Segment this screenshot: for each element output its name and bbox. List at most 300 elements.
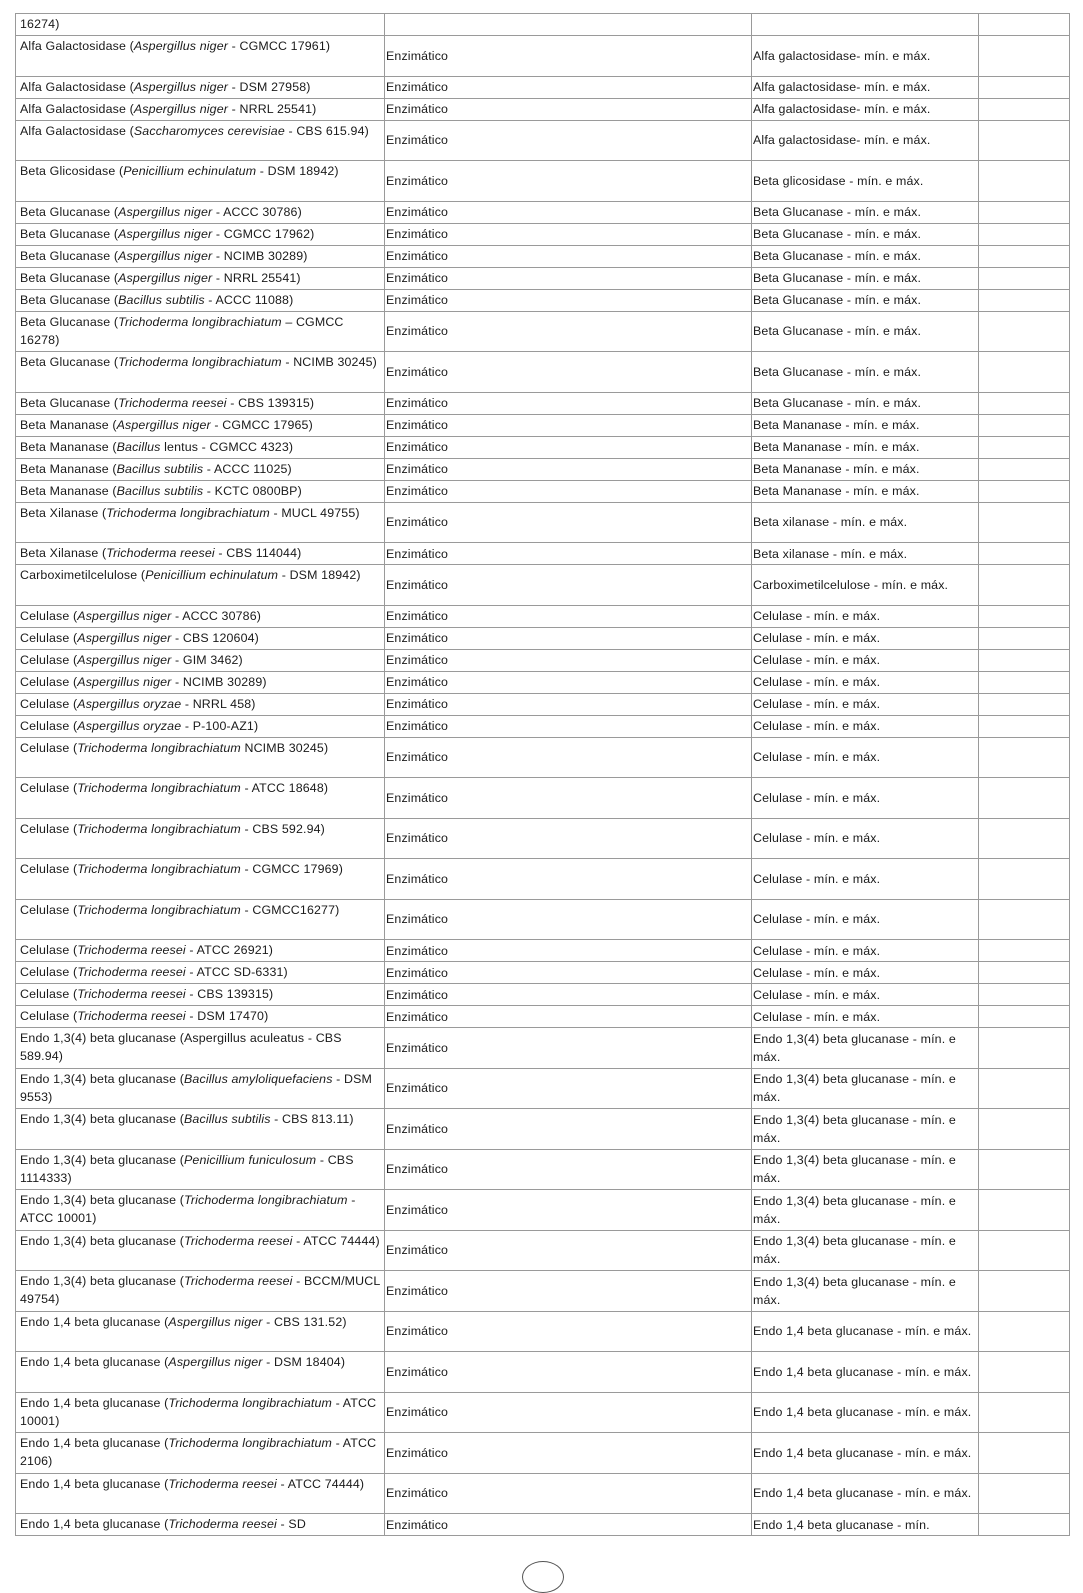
empty-cell bbox=[979, 1433, 1070, 1474]
guarantee-cell: Celulase - mín. e máx. bbox=[752, 859, 979, 900]
organism-text: Beta Glucanase ( bbox=[20, 204, 119, 219]
species-name: Aspergillus niger bbox=[77, 674, 172, 689]
guarantee-cell: Alfa galactosidase- mín. e máx. bbox=[752, 36, 979, 77]
table-row bbox=[16, 543, 1070, 565]
guarantee-cell: Beta Mananase - mín. e máx. bbox=[752, 458, 979, 480]
guarantee-cell: Endo 1,4 beta glucanase - mín. bbox=[752, 1514, 979, 1536]
table-row bbox=[16, 671, 1070, 693]
method-cell: Enzimático bbox=[385, 649, 752, 671]
empty-cell bbox=[979, 818, 1070, 859]
table-row bbox=[16, 1311, 1070, 1352]
empty-cell bbox=[979, 36, 1070, 77]
empty-cell bbox=[979, 120, 1070, 161]
organism-text: Beta Mananase ( bbox=[20, 417, 117, 432]
guarantee-cell: Celulase - mín. e máx. bbox=[752, 715, 979, 737]
species-name: Bacillus amyloliquefaciens bbox=[184, 1071, 333, 1086]
species-name: Trichoderma longibrachiatum bbox=[118, 355, 282, 369]
method-cell: Enzimático bbox=[385, 1190, 752, 1231]
table-row bbox=[16, 1514, 1070, 1536]
species-name: Aspergillus niger bbox=[133, 79, 229, 94]
organism-cell bbox=[16, 414, 385, 436]
empty-cell bbox=[979, 565, 1070, 606]
table-row bbox=[16, 899, 1070, 940]
species-name: Penicillium funiculosum bbox=[184, 1152, 317, 1167]
species-name: Trichoderma reesei bbox=[168, 1517, 277, 1531]
method-cell: Enzimático bbox=[385, 565, 752, 606]
method-cell: Enzimático bbox=[385, 693, 752, 715]
organism-text: - DSM 18404) bbox=[262, 1355, 346, 1369]
organism-text: - NRRL 458) bbox=[181, 696, 256, 711]
empty-cell bbox=[979, 1352, 1070, 1393]
method-cell: Enzimático bbox=[385, 289, 752, 311]
organism-text: - ATCC 74444) bbox=[276, 1476, 365, 1491]
empty-cell bbox=[979, 502, 1070, 543]
method-cell: Enzimático bbox=[385, 120, 752, 161]
guarantee-cell: Endo 1,3(4) beta glucanase - mín. e máx. bbox=[752, 1230, 979, 1271]
organism-text: Endo 1,3(4) beta glucanase (Aspergillus aculeatus - CBS 589.94) bbox=[20, 1031, 342, 1063]
empty-cell bbox=[979, 392, 1070, 414]
species-name: Trichoderma reesei bbox=[77, 987, 186, 1001]
guarantee-cell: Celulase - mín. e máx. bbox=[752, 649, 979, 671]
method-cell: Enzimático bbox=[385, 267, 752, 289]
species-name: Trichoderma reesei bbox=[118, 395, 227, 410]
empty-cell bbox=[979, 245, 1070, 267]
empty-cell bbox=[979, 984, 1070, 1006]
empty-cell bbox=[979, 1514, 1070, 1536]
method-cell: Enzimático bbox=[385, 76, 752, 98]
organism-cell bbox=[16, 1068, 385, 1109]
empty-cell bbox=[979, 605, 1070, 627]
species-name: Aspergillus niger bbox=[77, 652, 172, 667]
guarantee-cell: Beta Glucanase - mín. e máx. bbox=[752, 289, 979, 311]
species-name: Penicillium echinulatum bbox=[145, 568, 279, 582]
guarantee-cell: Endo 1,4 beta glucanase - mín. e máx. bbox=[752, 1311, 979, 1352]
method-cell: Enzimático bbox=[385, 1006, 752, 1028]
table-row bbox=[16, 940, 1070, 962]
organism-cell bbox=[16, 201, 385, 223]
organism-text: - ACCC 11025) bbox=[203, 461, 292, 476]
organism-text: Alfa Galactosidase ( bbox=[20, 101, 134, 116]
guarantee-cell: Endo 1,3(4) beta glucanase - mín. e máx. bbox=[752, 1190, 979, 1231]
organism-cell bbox=[16, 480, 385, 502]
organism-cell bbox=[16, 984, 385, 1006]
organism-text: - ATCC 18648) bbox=[240, 781, 329, 795]
organism-cell bbox=[16, 436, 385, 458]
method-cell: Enzimático bbox=[385, 737, 752, 778]
empty-cell bbox=[979, 161, 1070, 202]
method-cell: Enzimático bbox=[385, 1514, 752, 1536]
organism-text: Beta Glucanase ( bbox=[20, 395, 119, 410]
organism-cell bbox=[16, 1473, 385, 1514]
table-row bbox=[16, 1473, 1070, 1514]
species-name: Aspergillus niger bbox=[118, 248, 213, 263]
empty-cell bbox=[979, 201, 1070, 223]
table-row bbox=[16, 311, 1070, 352]
species-name: Trichoderma reesei bbox=[168, 1476, 277, 1491]
organism-text: Celulase ( bbox=[20, 696, 78, 711]
method-cell: Enzimático bbox=[385, 161, 752, 202]
table-row bbox=[16, 289, 1070, 311]
organism-text: Celulase ( bbox=[20, 740, 78, 755]
guarantee-cell: Celulase - mín. e máx. bbox=[752, 984, 979, 1006]
table-row bbox=[16, 1190, 1070, 1231]
guarantee-cell: Beta xilanase - mín. e máx. bbox=[752, 543, 979, 565]
guarantee-cell: Celulase - mín. e máx. bbox=[752, 627, 979, 649]
method-cell: Enzimático bbox=[385, 223, 752, 245]
guarantee-cell: Celulase - mín. e máx. bbox=[752, 693, 979, 715]
organism-text: - KCTC 0800BP) bbox=[203, 483, 302, 498]
organism-cell bbox=[16, 899, 385, 940]
species-name: Bacillus subtilis bbox=[116, 483, 204, 498]
organism-text: - BCCM/MUCL 49754) bbox=[20, 1274, 380, 1306]
method-cell: Enzimático bbox=[385, 458, 752, 480]
guarantee-cell: Beta xilanase - mín. e máx. bbox=[752, 502, 979, 543]
species-name: Trichoderma longibrachiatum bbox=[77, 781, 241, 795]
species-name: Trichoderma longibrachiatum bbox=[77, 821, 241, 836]
method-cell: Enzimático bbox=[385, 36, 752, 77]
species-name: Trichoderma longibrachiatum bbox=[168, 1436, 333, 1450]
organism-cell bbox=[16, 1271, 385, 1312]
species-name: Aspergillus oryzae bbox=[77, 696, 182, 711]
table-row bbox=[16, 161, 1070, 202]
organism-text: - CBS 114044) bbox=[214, 546, 302, 560]
table-row bbox=[16, 14, 1070, 36]
guarantee-cell: Beta Glucanase - mín. e máx. bbox=[752, 223, 979, 245]
guarantee-cell: Endo 1,3(4) beta glucanase - mín. e máx. bbox=[752, 1149, 979, 1190]
empty-cell bbox=[979, 543, 1070, 565]
enzyme-table-body bbox=[16, 14, 1070, 1536]
empty-cell bbox=[979, 1190, 1070, 1231]
method-cell: Enzimático bbox=[385, 436, 752, 458]
organism-text: Beta Glucanase ( bbox=[20, 355, 119, 369]
table-row bbox=[16, 1352, 1070, 1393]
organism-text: - NRRL 25541) bbox=[228, 101, 317, 116]
method-cell: Enzimático bbox=[385, 201, 752, 223]
empty-cell bbox=[979, 1230, 1070, 1271]
organism-text: - CBS 813.11) bbox=[270, 1112, 354, 1126]
empty-cell bbox=[979, 1109, 1070, 1150]
guarantee-cell bbox=[752, 14, 979, 36]
organism-cell bbox=[16, 352, 385, 393]
species-name: Aspergillus oryzae bbox=[77, 718, 182, 733]
organism-text: - SD bbox=[276, 1517, 306, 1531]
guarantee-cell: Carboximetilcelulose - mín. e máx. bbox=[752, 565, 979, 606]
empty-cell bbox=[979, 940, 1070, 962]
organism-cell bbox=[16, 859, 385, 900]
method-cell: Enzimático bbox=[385, 1392, 752, 1433]
organism-cell bbox=[16, 627, 385, 649]
organism-cell bbox=[16, 76, 385, 98]
empty-cell bbox=[979, 436, 1070, 458]
table-row bbox=[16, 245, 1070, 267]
organism-text: Endo 1,4 beta glucanase ( bbox=[20, 1314, 169, 1329]
empty-cell bbox=[979, 458, 1070, 480]
method-cell: Enzimático bbox=[385, 940, 752, 962]
organism-text: Alfa Galactosidase ( bbox=[20, 79, 134, 94]
guarantee-cell: Celulase - mín. e máx. bbox=[752, 737, 979, 778]
guarantee-cell: Endo 1,4 beta glucanase - mín. e máx. bbox=[752, 1433, 979, 1474]
method-cell: Enzimático bbox=[385, 392, 752, 414]
table-row bbox=[16, 715, 1070, 737]
table-row bbox=[16, 36, 1070, 77]
organism-text: - MUCL 49755) bbox=[269, 505, 360, 520]
species-name: Trichoderma reesei bbox=[184, 1274, 293, 1288]
table-row bbox=[16, 201, 1070, 223]
organism-cell bbox=[16, 1230, 385, 1271]
species-name: Aspergillus niger bbox=[77, 608, 172, 623]
organism-text: Beta Glucanase ( bbox=[20, 248, 119, 263]
guarantee-cell: Beta Mananase - mín. e máx. bbox=[752, 480, 979, 502]
organism-text: - CGMCC 17969) bbox=[240, 862, 343, 876]
table-row bbox=[16, 1392, 1070, 1433]
organism-text: Endo 1,3(4) beta glucanase ( bbox=[20, 1112, 185, 1126]
table-row bbox=[16, 1109, 1070, 1150]
species-name: Aspergillus niger bbox=[168, 1314, 263, 1329]
method-cell: Enzimático bbox=[385, 543, 752, 565]
method-cell: Enzimático bbox=[385, 605, 752, 627]
organism-text: Endo 1,4 beta glucanase ( bbox=[20, 1517, 169, 1531]
organism-text: - ATCC 26921) bbox=[185, 943, 274, 957]
species-name: Trichoderma reesei bbox=[77, 965, 186, 979]
method-cell: Enzimático bbox=[385, 311, 752, 352]
page-number-circle bbox=[522, 1561, 564, 1593]
organism-text: Endo 1,4 beta glucanase ( bbox=[20, 1395, 169, 1410]
empty-cell bbox=[979, 737, 1070, 778]
guarantee-cell: Celulase - mín. e máx. bbox=[752, 962, 979, 984]
species-name: Aspergillus niger bbox=[133, 101, 229, 116]
empty-cell bbox=[979, 778, 1070, 819]
table-row bbox=[16, 605, 1070, 627]
empty-cell bbox=[979, 899, 1070, 940]
guarantee-cell: Celulase - mín. e máx. bbox=[752, 778, 979, 819]
organism-text: Celulase ( bbox=[20, 965, 78, 979]
table-row bbox=[16, 627, 1070, 649]
empty-cell bbox=[979, 1473, 1070, 1514]
organism-text: - ACCC 30786) bbox=[171, 608, 262, 623]
guarantee-cell: Beta glicosidase - mín. e máx. bbox=[752, 161, 979, 202]
organism-text: - CBS 131.52) bbox=[262, 1314, 347, 1329]
organism-text: Endo 1,4 beta glucanase ( bbox=[20, 1476, 169, 1491]
organism-cell bbox=[16, 14, 385, 36]
organism-text: - CBS 592.94) bbox=[240, 821, 325, 836]
guarantee-cell: Endo 1,3(4) beta glucanase - mín. e máx. bbox=[752, 1068, 979, 1109]
species-name: Aspergillus niger bbox=[118, 270, 213, 285]
table-row bbox=[16, 120, 1070, 161]
organism-cell bbox=[16, 1028, 385, 1069]
method-cell: Enzimático bbox=[385, 1311, 752, 1352]
organism-text: lentus - CGMCC 4323) bbox=[160, 439, 294, 454]
organism-text: - CGMCC16277) bbox=[240, 902, 340, 917]
organism-cell bbox=[16, 962, 385, 984]
method-cell: Enzimático bbox=[385, 1473, 752, 1514]
guarantee-cell: Celulase - mín. e máx. bbox=[752, 899, 979, 940]
organism-text: Endo 1,4 beta glucanase ( bbox=[20, 1436, 169, 1450]
organism-text: - NCIMB 30289) bbox=[212, 248, 308, 263]
empty-cell bbox=[979, 14, 1070, 36]
organism-text: Beta Mananase ( bbox=[20, 439, 117, 454]
species-name: Trichoderma longibrachiatum bbox=[77, 902, 241, 917]
species-name: Aspergillus niger bbox=[116, 417, 211, 432]
method-cell: Enzimático bbox=[385, 671, 752, 693]
organism-cell bbox=[16, 289, 385, 311]
table-row bbox=[16, 267, 1070, 289]
empty-cell bbox=[979, 352, 1070, 393]
guarantee-cell: Celulase - mín. e máx. bbox=[752, 1006, 979, 1028]
guarantee-cell: Beta Mananase - mín. e máx. bbox=[752, 414, 979, 436]
guarantee-cell: Celulase - mín. e máx. bbox=[752, 940, 979, 962]
guarantee-cell: Beta Glucanase - mín. e máx. bbox=[752, 267, 979, 289]
organism-text: - ATCC 2106) bbox=[20, 1436, 377, 1468]
guarantee-cell: Celulase - mín. e máx. bbox=[752, 671, 979, 693]
guarantee-cell: Beta Mananase - mín. e máx. bbox=[752, 436, 979, 458]
species-name: Bacillus subtilis bbox=[118, 292, 205, 307]
organism-cell bbox=[16, 36, 385, 77]
empty-cell bbox=[979, 76, 1070, 98]
organism-cell bbox=[16, 223, 385, 245]
organism-text: Alfa Galactosidase ( bbox=[20, 39, 134, 53]
method-cell: Enzimático bbox=[385, 1352, 752, 1393]
organism-cell bbox=[16, 605, 385, 627]
method-cell: Enzimático bbox=[385, 98, 752, 120]
species-name: Aspergillus niger bbox=[118, 204, 213, 219]
table-row bbox=[16, 352, 1070, 393]
species-name: Trichoderma longibrachiatum bbox=[77, 862, 241, 876]
organism-text: Beta Glucanase ( bbox=[20, 270, 119, 285]
species-name: Aspergillus niger bbox=[118, 226, 213, 241]
method-cell bbox=[385, 14, 752, 36]
species-name: Bacillus subtilis bbox=[184, 1112, 271, 1126]
table-row bbox=[16, 392, 1070, 414]
method-cell: Enzimático bbox=[385, 627, 752, 649]
organism-text: - CBS 120604) bbox=[171, 630, 259, 645]
guarantee-cell: Celulase - mín. e máx. bbox=[752, 818, 979, 859]
species-name: Trichoderma longibrachiatum bbox=[118, 314, 282, 329]
organism-cell bbox=[16, 1190, 385, 1231]
organism-text: 16274) bbox=[20, 17, 60, 31]
organism-cell bbox=[16, 502, 385, 543]
organism-text: - ATCC 74444) bbox=[292, 1233, 380, 1248]
method-cell: Enzimático bbox=[385, 245, 752, 267]
organism-text: - ACCC 11088) bbox=[204, 292, 294, 307]
organism-text: Celulase ( bbox=[20, 630, 78, 645]
organism-text: - ATCC 10001) bbox=[20, 1395, 377, 1428]
method-cell: Enzimático bbox=[385, 1109, 752, 1150]
organism-text: Beta Glucanase ( bbox=[20, 226, 119, 241]
organism-text: Endo 1,4 beta glucanase ( bbox=[20, 1355, 169, 1369]
organism-text: Celulase ( bbox=[20, 862, 78, 876]
table-row bbox=[16, 737, 1070, 778]
organism-cell bbox=[16, 245, 385, 267]
table-row bbox=[16, 502, 1070, 543]
organism-cell bbox=[16, 671, 385, 693]
empty-cell bbox=[979, 480, 1070, 502]
empty-cell bbox=[979, 649, 1070, 671]
organism-text: Celulase ( bbox=[20, 987, 78, 1001]
organism-text: Endo 1,3(4) beta glucanase ( bbox=[20, 1193, 185, 1207]
empty-cell bbox=[979, 1028, 1070, 1069]
species-name: Aspergillus niger bbox=[168, 1355, 263, 1369]
method-cell: Enzimático bbox=[385, 715, 752, 737]
organism-text: Carboximetilcelulose ( bbox=[20, 568, 146, 582]
table-row bbox=[16, 1028, 1070, 1069]
table-row bbox=[16, 1230, 1070, 1271]
organism-text: Endo 1,3(4) beta glucanase ( bbox=[20, 1071, 185, 1086]
organism-cell bbox=[16, 1392, 385, 1433]
organism-cell bbox=[16, 1514, 385, 1536]
empty-cell bbox=[979, 715, 1070, 737]
organism-cell bbox=[16, 737, 385, 778]
guarantee-cell: Endo 1,3(4) beta glucanase - mín. e máx. bbox=[752, 1271, 979, 1312]
guarantee-cell: Endo 1,4 beta glucanase - mín. e máx. bbox=[752, 1392, 979, 1433]
empty-cell bbox=[979, 1068, 1070, 1109]
table-row bbox=[16, 1068, 1070, 1109]
organism-cell bbox=[16, 778, 385, 819]
organism-text: Beta Xilanase ( bbox=[20, 505, 107, 520]
guarantee-cell: Endo 1,4 beta glucanase - mín. e máx. bbox=[752, 1352, 979, 1393]
organism-text: - DSM 9553) bbox=[20, 1071, 372, 1104]
organism-text: - CBS 139315) bbox=[226, 395, 315, 410]
organism-text: - GIM 3462) bbox=[171, 652, 243, 667]
empty-cell bbox=[979, 311, 1070, 352]
organism-text: - ACCC 30786) bbox=[212, 204, 302, 219]
organism-text: Celulase ( bbox=[20, 608, 78, 623]
species-name: Trichoderma reesei bbox=[77, 1009, 186, 1023]
method-cell: Enzimático bbox=[385, 352, 752, 393]
guarantee-cell: Endo 1,4 beta glucanase - mín. e máx. bbox=[752, 1473, 979, 1514]
guarantee-cell: Beta Glucanase - mín. e máx. bbox=[752, 392, 979, 414]
method-cell: Enzimático bbox=[385, 859, 752, 900]
organism-cell bbox=[16, 543, 385, 565]
organism-text: - CGMCC 17965) bbox=[210, 417, 313, 432]
organism-cell bbox=[16, 1109, 385, 1150]
organism-cell bbox=[16, 267, 385, 289]
empty-cell bbox=[979, 627, 1070, 649]
organism-text: - CBS 1114333) bbox=[20, 1152, 354, 1185]
guarantee-cell: Alfa galactosidase- mín. e máx. bbox=[752, 120, 979, 161]
organism-text: Beta Glucanase ( bbox=[20, 292, 119, 307]
empty-cell bbox=[979, 1311, 1070, 1352]
organism-cell bbox=[16, 649, 385, 671]
species-name: Trichoderma reesei bbox=[77, 943, 186, 957]
organism-cell bbox=[16, 715, 385, 737]
method-cell: Enzimático bbox=[385, 818, 752, 859]
organism-text: - CBS 615.94) bbox=[284, 123, 369, 138]
species-name: Bacillus bbox=[116, 439, 161, 454]
table-row bbox=[16, 565, 1070, 606]
organism-text: Beta Glicosidase ( bbox=[20, 164, 124, 178]
empty-cell bbox=[979, 414, 1070, 436]
table-row bbox=[16, 693, 1070, 715]
guarantee-cell: Alfa galactosidase- mín. e máx. bbox=[752, 76, 979, 98]
table-row bbox=[16, 436, 1070, 458]
organism-text: Endo 1,3(4) beta glucanase ( bbox=[20, 1274, 185, 1288]
organism-text: - P-100-AZ1) bbox=[181, 718, 259, 733]
organism-text: - DSM 17470) bbox=[185, 1009, 269, 1023]
organism-cell bbox=[16, 311, 385, 352]
method-cell: Enzimático bbox=[385, 414, 752, 436]
empty-cell bbox=[979, 289, 1070, 311]
organism-text: Endo 1,3(4) beta glucanase ( bbox=[20, 1233, 185, 1248]
organism-cell bbox=[16, 392, 385, 414]
method-cell: Enzimático bbox=[385, 1028, 752, 1069]
table-row bbox=[16, 458, 1070, 480]
guarantee-cell: Celulase - mín. e máx. bbox=[752, 605, 979, 627]
method-cell: Enzimático bbox=[385, 1068, 752, 1109]
organism-cell bbox=[16, 565, 385, 606]
method-cell: Enzimático bbox=[385, 899, 752, 940]
organism-text: Endo 1,3(4) beta glucanase ( bbox=[20, 1152, 185, 1167]
table-row bbox=[16, 1006, 1070, 1028]
